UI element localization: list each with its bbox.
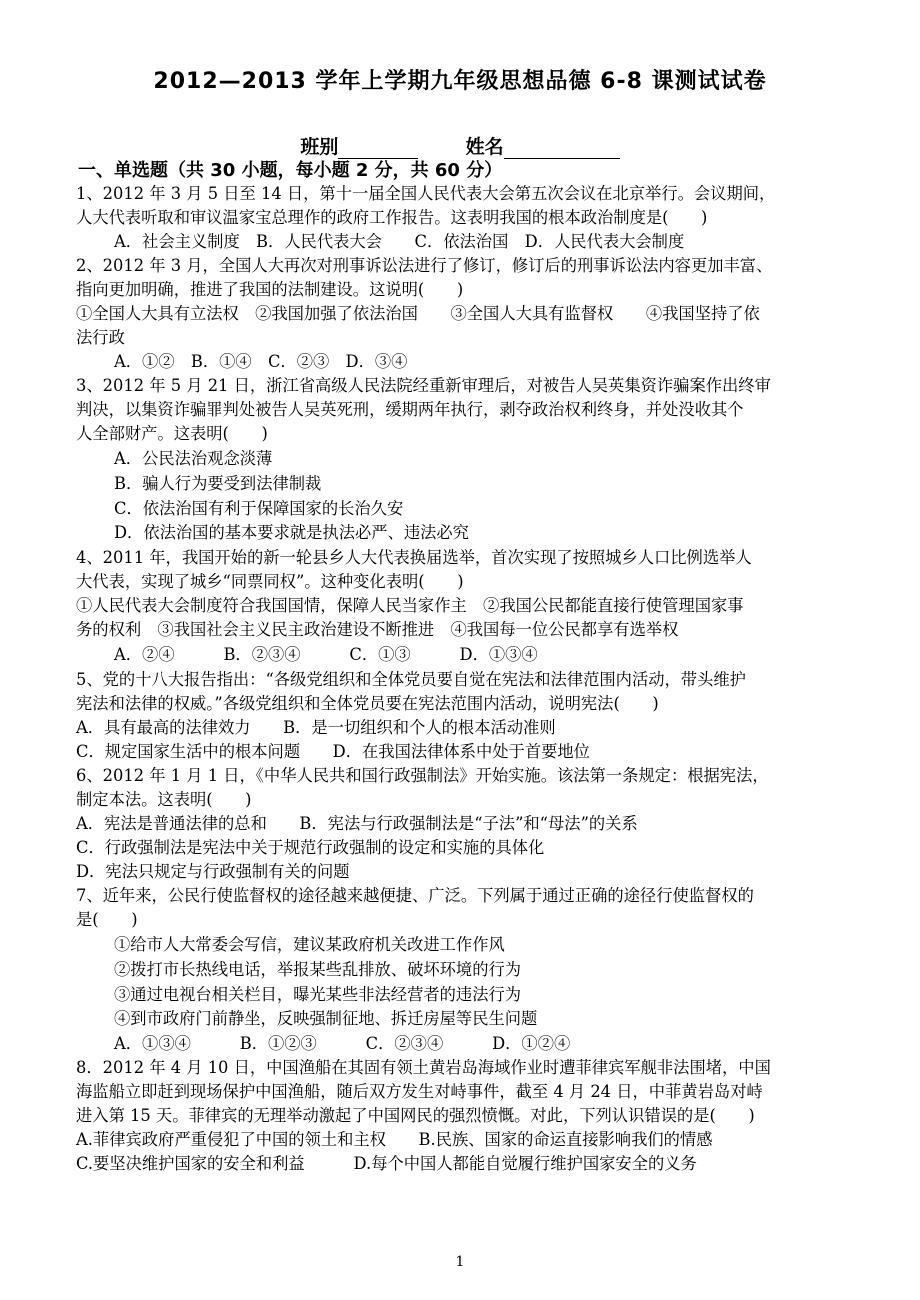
class-label: 班别	[300, 136, 339, 158]
q8-stem-line: 进入第 15 天。菲律宾的无理举动激起了中国网民的强烈愤慨。对此，下列认识错误的是( )	[76, 1106, 755, 1125]
q1-stem-line: 1、2012 年 3 月 5 日至 14 日，第十一届全国人民代表大会第五次会议在北京举行。会议期间，	[76, 184, 776, 203]
q5-stem-line: 宪法和法律的权威。”各级党组织和全体党员要在宪法范围内活动，说明宪法( )	[76, 694, 659, 713]
page-title: 2012—2013 学年上学期九年级思想品德 6-8 课测试试卷	[153, 69, 767, 94]
q3-stem-line: 判决，以集资诈骗罪判处被告人吴英死刑，缓期两年执行，剥夺政治权利终身，并处没收其个	[76, 400, 744, 419]
q8-stem-line: 8．2012 年 4 月 10 日，中国渔船在其固有领土黄岩岛海域作业时遭菲律宾军舰非法围堵，中国	[76, 1058, 771, 1077]
q3-stem-line: 3、2012 年 5 月 21 日，浙江省高级人民法院经重新审理后，对被告人吴英集资诈骗案作出终审	[76, 376, 771, 395]
q4-stem-line: ①人民代表大会制度符合我国国情，保障人民当家作主 ②我国公民都能直接行使管理国家事	[76, 596, 744, 615]
page-number: 1	[455, 1254, 465, 1270]
q7-stem-line: 是( )	[76, 910, 138, 929]
q1-stem-line: 人大代表听取和审议温家宝总理作的政府工作报告。这表明我国的根本政治制度是( )	[76, 208, 708, 227]
q8-stem-line: 海监船立即赶到现场保护中国渔船，随后双方发生对峙事件，截至 4 月 24 日，中菲黄岩岛对峙	[76, 1082, 763, 1101]
q3-option-b: B．骗人行为要受到法律制裁	[114, 474, 322, 493]
q7-statement: ②拨打市长热线电话，举报某些乱排放、破坏环境的行为	[114, 960, 522, 979]
q4-stem-line: 4、2011 年，我国开始的新一轮县乡人大代表换届选举，首次实现了按照城乡人口比例选举人	[76, 548, 752, 567]
q7-statement: ③通过电视台相关栏目，曝光某些非法经营者的违法行为	[114, 985, 522, 1004]
q8-options-line: C.要坚决维护国家的安全和利益 D.每个中国人都能自觉履行维护国家安全的义务	[76, 1154, 697, 1173]
q2-stem-line: 指向更加明确，推进了我国的法制建设。这说明( )	[76, 280, 464, 299]
q7-statement: ①给市人大常委会写信，建议某政府机关改进工作作风	[114, 935, 505, 954]
q4-stem-line: 务的权利 ③我国社会主义民主政治建设不断推进 ④我国每一位公民都享有选举权	[76, 620, 679, 639]
q3-option-a: A．公民法治观念淡薄	[114, 449, 273, 468]
q6-options-line: C．行政强制法是宪法中关于规范行政强制的设定和实施的具体化	[76, 838, 545, 857]
name-blank[interactable]	[504, 138, 620, 159]
q2-stem-line: 法行政	[76, 328, 125, 347]
q6-stem-line: 制定本法。这表明( )	[76, 790, 252, 809]
q7-options: A．①③④ B．①②③ C．②③④ D．①②④	[114, 1034, 571, 1053]
student-info-line	[0, 132, 920, 159]
q6-options-line: D．宪法只规定与行政强制有关的问题	[76, 862, 350, 881]
q5-stem-line: 5、党的十八大报告指出：“各级党组织和全体党员要自觉在宪法和法律范围内活动，带头维护	[76, 670, 746, 689]
section-heading: 一、单选题（共 30 小题，每小题 2 分，共 60 分）	[78, 160, 503, 181]
q1-options: A．社会主义制度 B．人民代表大会 C．依法治国 D．人民代表大会制度	[114, 232, 685, 251]
q7-stem-line: 7、近年来，公民行使监督权的途径越来越便捷、广泛。下列属于通过正确的途径行使监督权的	[76, 886, 754, 905]
q8-options-line: A.菲律宾政府严重侵犯了中国的领土和主权 B.民族、国家的命运直接影响我们的情感	[76, 1130, 713, 1149]
q5-options-line: A．具有最高的法律效力 B．是一切组织和个人的根本活动准则	[76, 718, 556, 737]
q7-statement: ④到市政府门前静坐，反映强制征地、拆迁房屋等民生问题	[114, 1009, 538, 1028]
q6-stem-line: 6、2012 年 1 月 1 日，《中华人民共和国行政强制法》开始实施。该法第一条规定：根据宪法，	[76, 766, 769, 785]
q2-stem-line: ①全国人大具有立法权 ②我国加强了依法治国 ③全国人大具有监督权 ④我国坚持了依	[76, 304, 760, 323]
q2-options: A．①② B．①④ C．②③ D．③④	[114, 352, 408, 371]
q3-option-d: D．依法治国的基本要求就是执法必严、违法必究	[114, 523, 469, 542]
q5-options-line: C．规定国家生活中的根本问题 D．在我国法律体系中处于首要地位	[76, 742, 590, 761]
q3-stem-line: 人全部财产。这表明( )	[76, 424, 268, 443]
q4-stem-line: 大代表，实现了城乡“同票同权”。这种变化表明( )	[76, 572, 464, 591]
q4-options: A．②④ B．②③④ C．①③ D．①③④	[114, 645, 538, 664]
q6-options-line: A．宪法是普通法律的总和 B．宪法与行政强制法是“子法”和“母法”的关系	[76, 814, 638, 833]
name-label: 姓名	[465, 136, 504, 158]
q3-option-c: C．依法治国有利于保障国家的长治久安	[114, 499, 404, 518]
q2-stem-line: 2、2012 年 3 月，全国人大再次对刑事诉讼法进行了修订，修订后的刑事诉讼法内容更加丰富、	[76, 256, 773, 275]
